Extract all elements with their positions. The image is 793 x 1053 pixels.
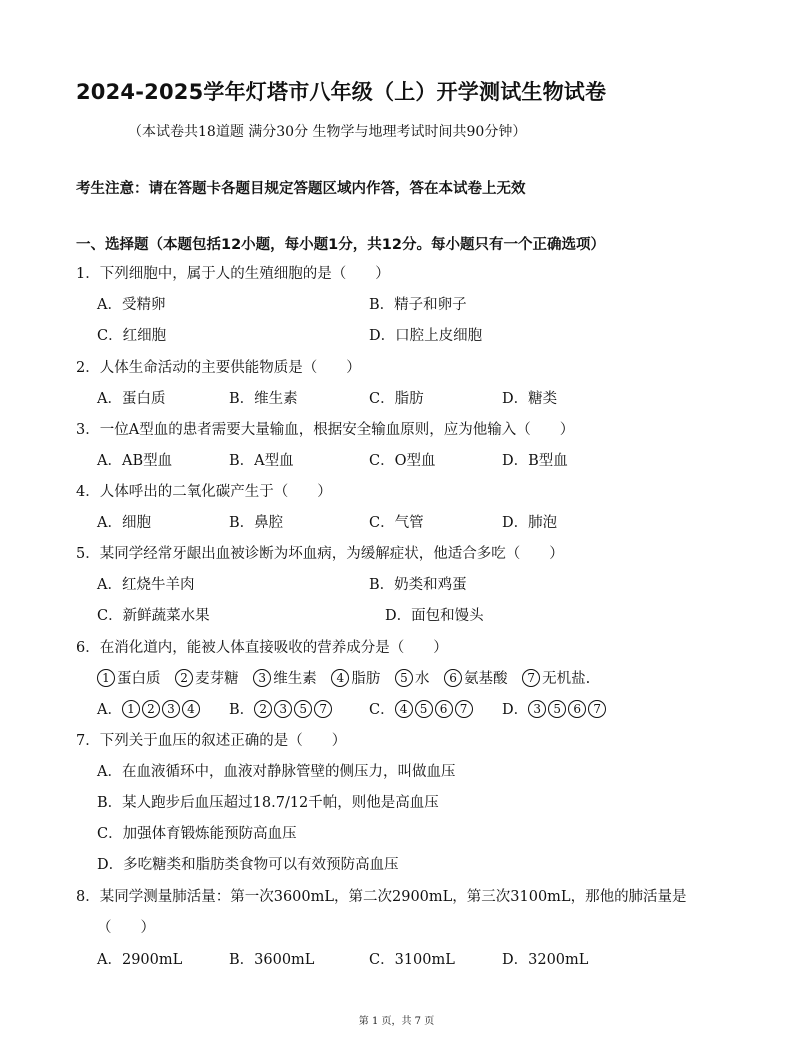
question-2-option-c: C．脂肪 [369, 391, 424, 407]
question-5-option-c: C．新鲜蔬菜水果 [97, 608, 210, 624]
question-5-option-d: D．面包和馒头 [385, 608, 484, 624]
circled-number-icon: 3 [162, 700, 180, 718]
question-7-option-c: C．加强体育锻炼能预防高血压 [97, 826, 297, 842]
question-6-item: 6 氨基酸 [444, 671, 508, 687]
circled-number-icon: 5 [395, 669, 413, 687]
circled-number-icon: 2 [175, 669, 193, 687]
circled-number-icon: 5 [548, 700, 566, 718]
question-1-option-b: B．精子和卵子 [369, 297, 467, 313]
circled-number-icon: 4 [182, 700, 200, 718]
question-3-option-d: D．B型血 [502, 453, 568, 469]
question-6-option-d: D． 3 5 6 7 [502, 698, 608, 719]
question-2-option-b: B．维生素 [229, 391, 298, 407]
question-5-stem: 5．某同学经常牙龈出血被诊断为坏血病，为缓解症状，他适合多吃（ ） [76, 546, 564, 562]
circled-number-icon: 7 [314, 700, 332, 718]
question-7-stem: 7．下列关于血压的叙述正确的是（ ） [76, 733, 347, 749]
circled-number-icon: 7 [455, 700, 473, 718]
question-8-option-d: D．3200mL [502, 952, 589, 968]
question-7-option-b: B．某人跑步后血压超过18.7/12千帕，则他是高血压 [97, 795, 439, 811]
question-6-item: 5 水 [395, 671, 430, 687]
question-3-option-b: B．A型血 [229, 453, 294, 469]
question-6-stem: 6．在消化道内，能被人体直接吸收的营养成分是（ ） [76, 640, 448, 656]
question-5-option-a: A．红烧牛羊肉 [97, 577, 195, 593]
question-8-option-a: A．2900mL [97, 952, 183, 968]
question-6-item: 7 无机盐. [522, 671, 590, 687]
question-5-option-b: B．奶类和鸡蛋 [369, 577, 467, 593]
question-1-stem: 1．下列细胞中，属于人的生殖细胞的是（ ） [76, 266, 390, 282]
question-6-option-a: A． 1 2 3 4 [97, 698, 202, 719]
question-6-item: 1 蛋白质 [97, 671, 161, 687]
question-2-stem: 2．人体生命活动的主要供能物质是（ ） [76, 360, 361, 376]
question-4-option-b: B．鼻腔 [229, 515, 284, 531]
question-8-stem-continued: （ ） [97, 920, 155, 936]
section-heading: 一、选择题（本题包括12小题，每小题1分，共12分。每小题只有一个正确选项） [76, 237, 605, 253]
circled-number-icon: 5 [294, 700, 312, 718]
question-3-stem: 3．一位A型血的患者需要大量输血，根据安全输血原则，应为他输入（ ） [76, 422, 575, 438]
question-1-option-a: A．受精卵 [97, 297, 166, 313]
circled-number-icon: 7 [588, 700, 606, 718]
candidate-notice: 考生注意：请在答题卡各题目规定答题区域内作答，答在本试卷上无效 [76, 181, 526, 197]
question-8-option-b: B．3600mL [229, 952, 315, 968]
question-7-option-a: A．在血液循环中，血液对静脉管壁的侧压力，叫做血压 [97, 764, 456, 780]
question-6-item: 3 维生素 [253, 671, 317, 687]
circled-number-icon: 6 [568, 700, 586, 718]
question-4-stem: 4．人体呼出的二氧化碳产生于（ ） [76, 484, 332, 500]
question-2-option-d: D．糖类 [502, 391, 558, 407]
circled-number-icon: 7 [522, 669, 540, 687]
question-4-option-c: C．气管 [369, 515, 424, 531]
circled-number-icon: 2 [254, 700, 272, 718]
question-3-option-c: C．O型血 [369, 453, 436, 469]
exam-title: 2024-2025学年灯塔市八年级（上）开学测试生物试卷 [76, 80, 607, 104]
page-footer: 第 1 页，共 7 页 [358, 1016, 435, 1027]
question-4-option-a: A．细胞 [97, 515, 151, 531]
circled-number-icon: 6 [444, 669, 462, 687]
question-8-stem: 8．某同学测量肺活量：第一次3600mL，第二次2900mL，第三次3100mL，那他的肺活量是 [76, 889, 687, 905]
question-8-option-c: C．3100mL [369, 952, 455, 968]
question-6-item: 4 脂肪 [331, 671, 380, 687]
circled-number-icon: 2 [142, 700, 160, 718]
circled-number-icon: 3 [274, 700, 292, 718]
question-4-option-d: D．肺泡 [502, 515, 558, 531]
question-7-option-d: D．多吃糖类和脂肪类食物可以有效预防高血压 [97, 857, 399, 873]
circled-number-icon: 6 [435, 700, 453, 718]
circled-number-icon: 3 [528, 700, 546, 718]
circled-number-icon: 1 [97, 669, 115, 687]
question-6-option-b: B． 2 3 5 7 [229, 698, 334, 719]
question-2-option-a: A．蛋白质 [97, 391, 166, 407]
question-1-option-d: D．口腔上皮细胞 [369, 328, 483, 344]
exam-subtitle: （本试卷共18道题 满分30分 生物学与地理考试时间共90分钟） [128, 124, 527, 140]
question-6-item: 2 麦芽糖 [175, 671, 239, 687]
question-6-item-list [97, 667, 590, 688]
circled-number-icon: 5 [415, 700, 433, 718]
circled-number-icon: 1 [122, 700, 140, 718]
circled-number-icon: 4 [331, 669, 349, 687]
circled-number-icon: 3 [253, 669, 271, 687]
question-6-option-c: C． 4 5 6 7 [369, 698, 475, 719]
question-3-option-a: A．AB型血 [97, 453, 173, 469]
question-1-option-c: C．红细胞 [97, 328, 167, 344]
circled-number-icon: 4 [395, 700, 413, 718]
